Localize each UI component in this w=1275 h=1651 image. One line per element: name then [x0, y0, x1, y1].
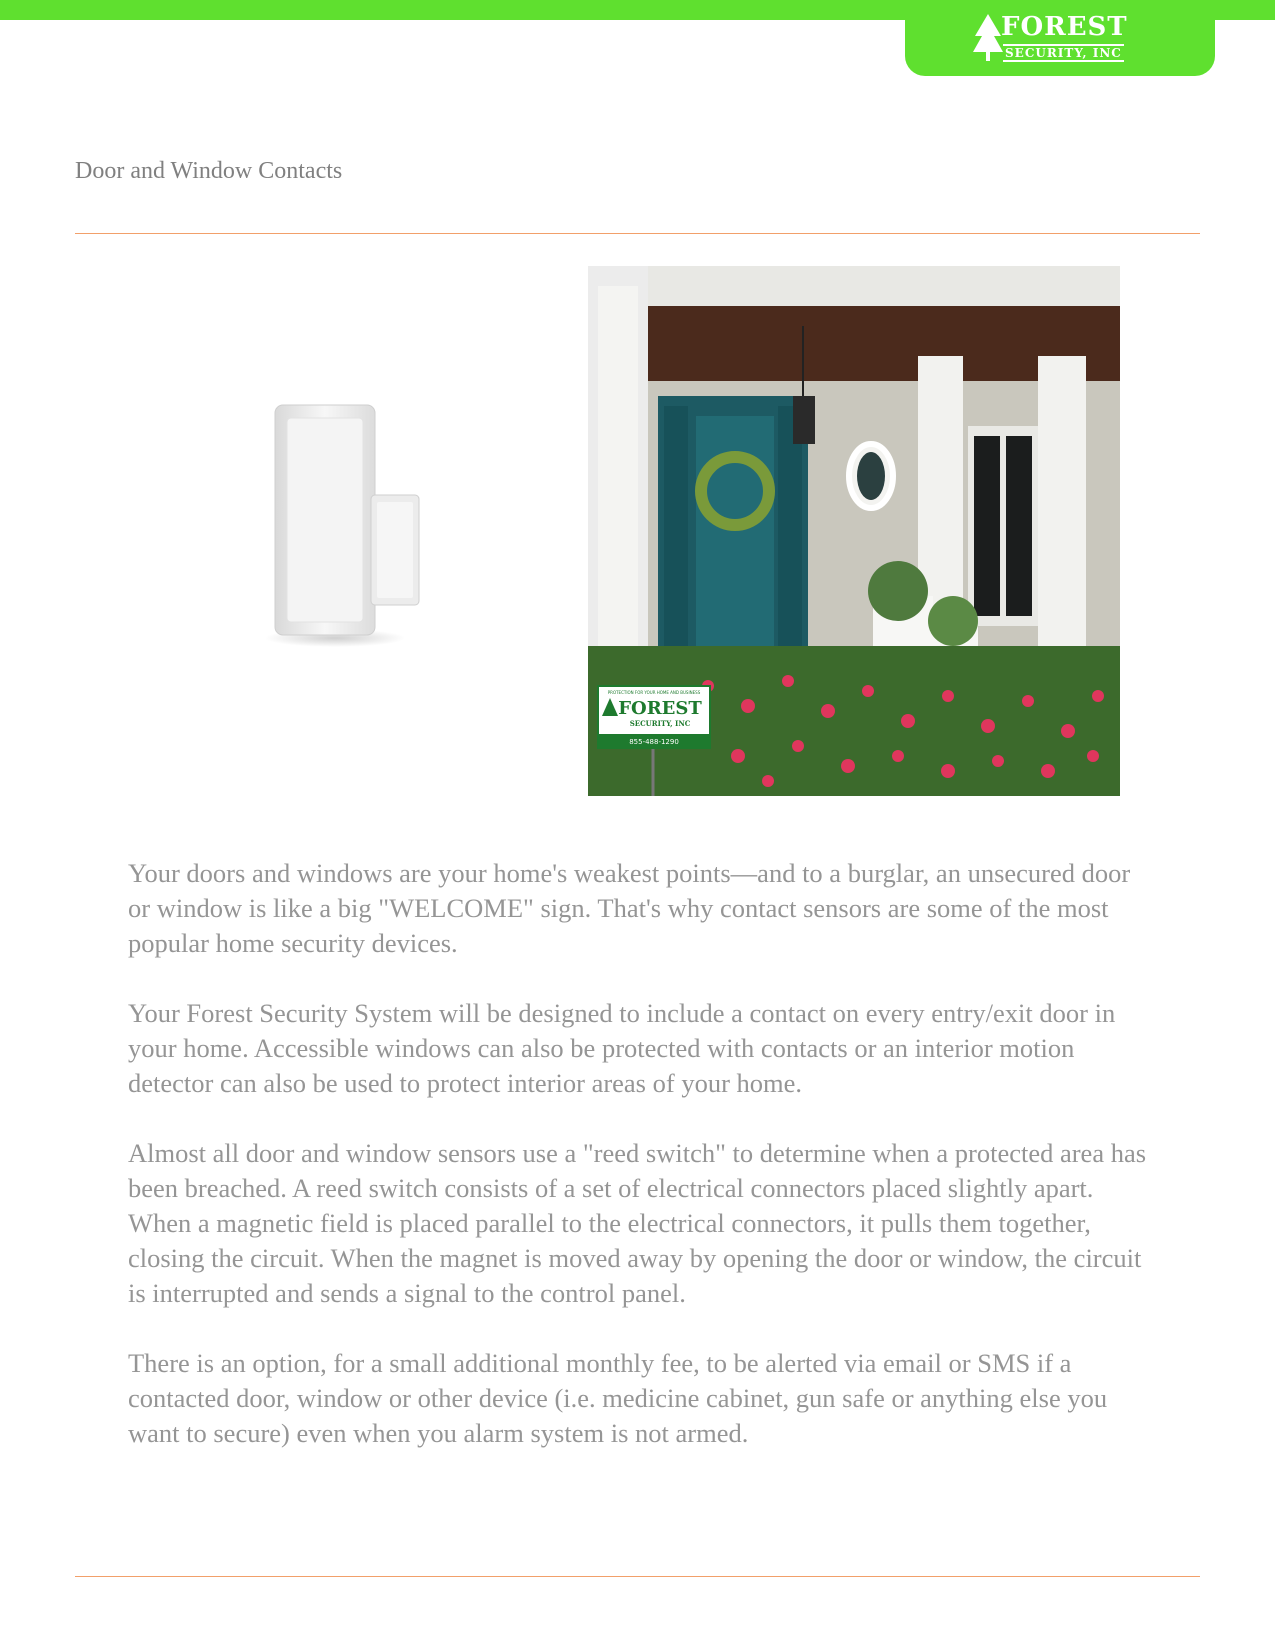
logo-tab [905, 4, 1215, 76]
paragraph: Your doors and windows are your home's weakest points—and to a burglar, an unsecured door or window is like a big "WELCOME" sign. That's why contact sensors are some of the most popular home security devices. [128, 858, 1131, 958]
sign-header: PROTECTION FOR YOUR HOME AND BUSINESS [607, 690, 701, 695]
bottom-divider [75, 1576, 1200, 1577]
page-title: Door and Window Contacts [75, 158, 343, 184]
tree-icon [973, 14, 1003, 62]
paragraph: Almost all door and window sensors use a "reed switch" to determine when a protected area has been breached. A reed switch consists of a set of electrical connectors placed slightly apart. When a magnetic field is placed parallel to the electrical connectors, it pulls them together, closing the circuit. When the magnet is moved away by opening the door or window, the circuit is interrupted and sends a signal to the control panel. [128, 1138, 1147, 1308]
brand-tagline: SECURITY, INC [1005, 46, 1122, 60]
sign-tagline: SECURITY, INC [629, 719, 691, 728]
sign-phone: 855-488-1290 [629, 738, 679, 746]
paragraph: There is an option, for a small additional monthly fee, to be alerted via email or SMS if a contacted door, window or other device (i.e. medicine cabinet, gun safe or anything else you want to secure) even when you alarm system is not armed. [128, 1348, 1108, 1448]
porch-photo [588, 266, 1120, 796]
top-divider [75, 233, 1200, 234]
body-text [128, 856, 1148, 1486]
sign-brand: FOREST [618, 698, 702, 719]
paragraph: Your Forest Security System will be designed to include a contact on every entry/exit door in your home. Accessible windows can also be protected with contacts or an interior motion detector can also be used to protect interior areas of your home. [128, 998, 1116, 1098]
contact-sensor-image [265, 400, 435, 650]
brand-name: FOREST [1001, 12, 1128, 42]
